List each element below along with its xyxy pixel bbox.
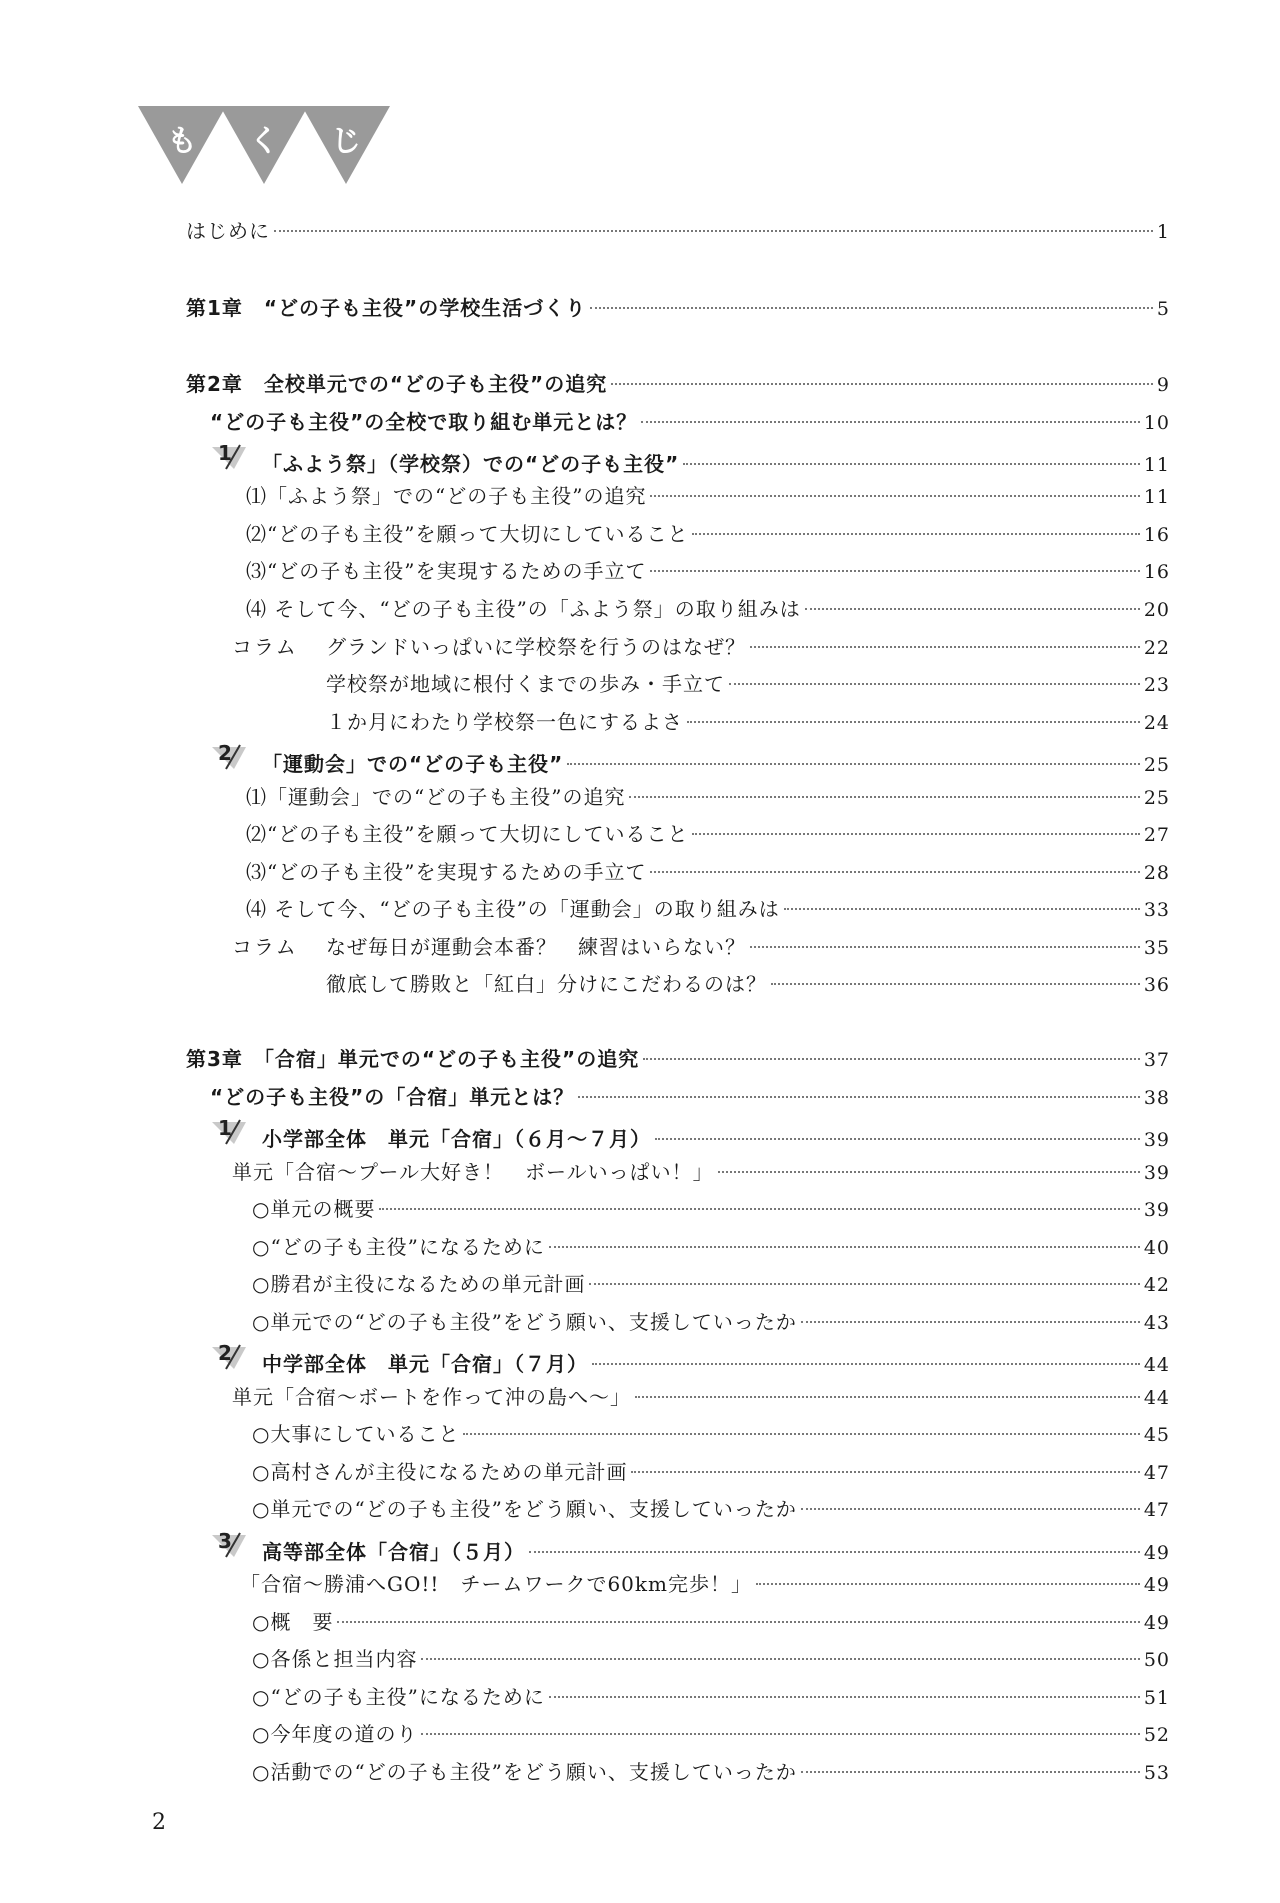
entry-label: なぜ毎日が運動会本番？ 練習はいらない？ [326,935,746,959]
toc-entry-item [252,1604,1170,1640]
entry-label: ○単元での“どの子も主役”をどう願い、支援していったか [252,1497,797,1521]
entry-page: 11 [1143,454,1170,476]
entry-page: 27 [1143,824,1170,846]
dot-leader [643,1057,1140,1060]
dot-leader [801,1320,1140,1323]
toc-entry-item [246,553,1170,589]
dot-leader [631,1470,1139,1473]
entry-label: ○勝君が主役になるための単元計画 [252,1272,586,1296]
entry-page: 51 [1143,1687,1170,1709]
dot-leader [529,1550,1140,1553]
entry-page: 47 [1143,1462,1170,1484]
entry-label: “どの子も主役”の全校で取り組む単元とは？ [210,410,638,434]
dot-leader [771,982,1140,985]
section-number: 1 [218,1116,233,1140]
entry-page: 49 [1143,1612,1170,1634]
toc-entry-item [252,1266,1170,1302]
toc-entry-item [252,1229,1170,1265]
dot-leader [750,945,1140,948]
dot-leader [421,1732,1139,1735]
dot-leader [549,1695,1140,1698]
toc-entry-section [212,1116,1170,1152]
toc-entry-lead [210,404,1170,440]
entry-page: 45 [1143,1424,1170,1446]
toc-entry-column [326,704,1170,740]
entry-page: 22 [1143,637,1170,659]
entry-page: 43 [1143,1312,1170,1334]
toc-entry-item [252,1679,1170,1715]
dot-leader [421,1657,1139,1660]
entry-label: 「合宿～勝浦へGO!! チームワークで60km完歩！」 [240,1572,752,1596]
dot-leader [750,645,1140,648]
header-triangle [220,106,308,186]
toc-entry-column [326,966,1170,1002]
entry-label: 小学部全体 単元「合宿」（６月～７月） [262,1127,651,1151]
dot-leader [463,1432,1139,1435]
section-number: 3 [218,1529,233,1553]
section-number: 1 [218,441,233,465]
toc-entry-column [326,666,1170,702]
section-number: 2 [218,741,233,765]
entry-page: 50 [1143,1649,1170,1671]
entry-page: 20 [1143,599,1170,621]
entry-label: 第1章 “どの子も主役”の学校生活づくり [186,296,587,320]
entry-page: 40 [1143,1237,1170,1259]
entry-page: 39 [1143,1162,1170,1184]
dot-leader [611,382,1153,385]
entry-label: ○“どの子も主役”になるために [252,1685,545,1709]
toc-entry-section [212,1341,1170,1377]
entry-page: 11 [1143,486,1170,508]
toc-entry-item [252,1491,1170,1527]
toc-entry-unit [232,1379,1170,1415]
entry-page: 44 [1143,1387,1170,1409]
entry-label: ○単元での“どの子も主役”をどう願い、支援していったか [252,1310,797,1334]
entry-page: 39 [1143,1199,1170,1221]
entry-label: ⑴「ふよう祭」での“どの子も主役”の追究 [246,484,647,508]
entry-page: 37 [1143,1049,1170,1071]
column-label: コラム [232,635,298,659]
entry-page: 25 [1143,754,1170,776]
toc-entry-unit [240,1566,1170,1602]
entry-label: 「運動会」での“どの子も主役” [262,752,564,776]
header-triangle [138,106,226,186]
toc-entry-item [246,591,1170,627]
toc-entry-chapter-2 [186,366,1170,402]
dot-leader [592,1362,1140,1365]
entry-page: 5 [1156,298,1170,320]
entry-page: 49 [1143,1542,1170,1564]
entry-label: ⑴「運動会」での“どの子も主役”の追究 [246,785,626,809]
toc-entry-item [246,478,1170,514]
dot-leader [756,1582,1140,1585]
column-label: コラム [232,935,298,959]
entry-page: 39 [1143,1129,1170,1151]
toc-entry-lead [210,1079,1170,1115]
entry-label: ⑶“どの子も主役”を実現するための手立て [246,860,647,884]
dot-leader [801,1507,1140,1510]
entry-page: 25 [1143,787,1170,809]
entry-label: ○概 要 [252,1610,334,1634]
page-number: 2 [152,1810,166,1835]
header-triangle [302,106,390,186]
entry-label: １か月にわたり学校祭一色にするよさ [326,710,683,734]
entry-label: ○活動での“どの子も主役”をどう願い、支援していったか [252,1760,797,1784]
entry-label: ⑷ そして今、“どの子も主役”の「ふよう祭」の取り組みは [246,597,801,621]
entry-page: 47 [1143,1499,1170,1521]
entry-page: 24 [1143,712,1170,734]
entry-label: 高等部全体「合宿」（５月） [262,1540,525,1564]
header-char: じ [331,124,361,159]
dot-leader [641,420,1140,423]
toc-entry-column [326,629,1170,665]
toc-entry-unit [232,1154,1170,1190]
entry-label: ⑵“どの子も主役”を願って大切にしていること [246,522,689,546]
toc-entry-item [246,891,1170,927]
toc-entry-item [246,516,1170,552]
entry-label: 第2章 全校単元での“どの子も主役”の追究 [186,372,608,396]
entry-label: 学校祭が地域に根付くまでの歩み・手立て [326,672,725,696]
dot-leader [655,1137,1140,1140]
toc-entry-column [326,929,1170,965]
dot-leader [801,1770,1140,1773]
entry-page: 35 [1143,937,1170,959]
entry-page: 10 [1143,412,1170,434]
entry-label: ○大事にしていること [252,1422,460,1446]
dot-leader [650,870,1139,873]
dot-leader [629,795,1139,798]
entry-page: 52 [1143,1724,1170,1746]
entry-page: 23 [1143,674,1170,696]
entry-label: 単元「合宿～ボートを作って沖の島へ～」 [232,1385,631,1409]
entry-page: 49 [1143,1574,1170,1596]
toc-entry-section [212,741,1170,777]
entry-label: ⑶“どの子も主役”を実現するための手立て [246,559,647,583]
dot-leader [549,1245,1140,1248]
toc-entry-item [252,1416,1170,1452]
entry-label: ○各係と担当内容 [252,1647,418,1671]
toc-entry-item [252,1754,1170,1790]
header-char: く [249,124,279,159]
entry-label: 徹底して勝敗と「紅白」分けにこだわるのは？ [326,972,767,996]
entry-label: グランドいっぱいに学校祭を行うのはなぜ？ [326,635,746,659]
toc-entry-item [246,854,1170,890]
entry-page: 16 [1143,524,1170,546]
dot-leader [274,229,1153,232]
toc-entry-chapter-3 [186,1041,1170,1077]
toc-entry-item [246,816,1170,852]
toc-entry-intro [186,213,1170,249]
toc-entry-item [252,1304,1170,1340]
entry-page: 9 [1156,374,1170,396]
entry-label: ○今年度の道のり [252,1722,418,1746]
dot-leader [567,762,1140,765]
dot-leader [683,462,1140,465]
toc-entry-item [252,1641,1170,1677]
header-char: も [167,124,197,159]
dot-leader [635,1395,1140,1398]
entry-label: 中学部全体 単元「合宿」（７月） [262,1352,588,1376]
toc-entry-section [212,1529,1170,1565]
entry-label: はじめに [186,219,270,243]
dot-leader [805,607,1140,610]
dot-leader [578,1095,1140,1098]
section-number-mark [212,1529,250,1559]
dot-leader [687,720,1140,723]
section-number-mark [212,1116,250,1146]
entry-label: ○高村さんが主役になるための単元計画 [252,1460,628,1484]
section-number-mark [212,1341,250,1371]
dot-leader [650,569,1139,572]
entry-page: 16 [1143,561,1170,583]
entry-label: 第3章 「合宿」単元での“どの子も主役”の追究 [186,1047,640,1071]
entry-page: 33 [1143,899,1170,921]
section-number-mark [212,741,250,771]
section-number-mark [212,441,250,471]
dot-leader [589,1282,1139,1285]
entry-label: ○“どの子も主役”になるために [252,1235,545,1259]
entry-page: 53 [1143,1762,1170,1784]
dot-leader [784,907,1140,910]
entry-page: 28 [1143,862,1170,884]
entry-label: 単元「合宿～プール大好き！ ボールいっぱい！」 [232,1160,714,1184]
entry-page: 38 [1143,1087,1170,1109]
dot-leader [337,1620,1139,1623]
dot-leader [692,832,1139,835]
entry-page: 1 [1156,221,1170,243]
section-number: 2 [218,1341,233,1365]
entry-label: ⑵“どの子も主役”を願って大切にしていること [246,822,689,846]
entry-page: 42 [1143,1274,1170,1296]
toc-entry-item [246,779,1170,815]
toc-entry-section [212,441,1170,477]
dot-leader [650,494,1139,497]
entry-label: “どの子も主役”の「合宿」単元とは？ [210,1085,575,1109]
dot-leader [590,306,1153,309]
entry-label: ○単元の概要 [252,1197,376,1221]
toc-entry-item [252,1191,1170,1227]
dot-leader [718,1170,1140,1173]
dot-leader [692,532,1139,535]
entry-label: 「ふよう祭」（学校祭）での“どの子も主役” [262,452,680,476]
entry-page: 44 [1143,1354,1170,1376]
toc-entry-item [252,1716,1170,1752]
entry-page: 36 [1143,974,1170,996]
dot-leader [379,1207,1139,1210]
entry-label: ⑷ そして今、“どの子も主役”の「運動会」の取り組みは [246,897,780,921]
toc-entry-item [252,1454,1170,1490]
dot-leader [729,682,1140,685]
toc-entry-chapter-1 [186,290,1170,326]
toc-header [138,106,388,192]
